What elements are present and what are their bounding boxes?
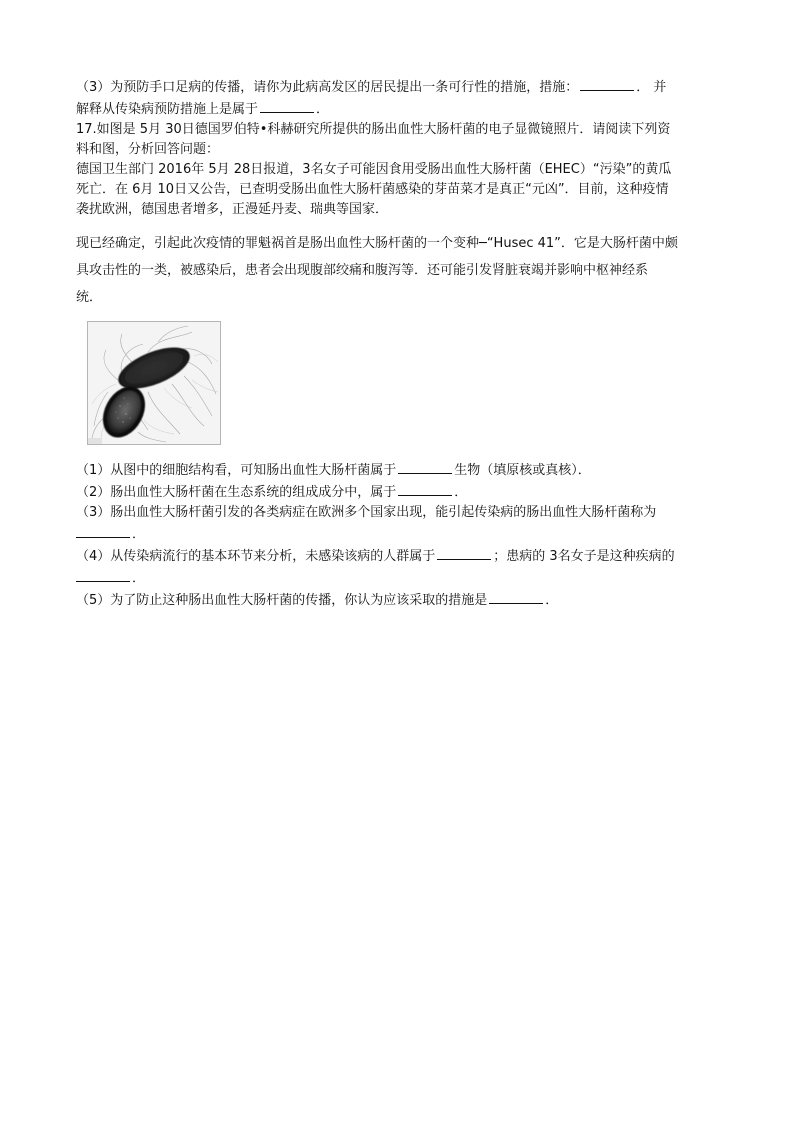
q17-sub3-line1: （3）肠出血性大肠杆菌引发的各类病症在欧洲多个国家出现，能引起传染病的肠出血性大肠杆菌称为 <box>76 505 657 520</box>
answer-blank[interactable] <box>437 545 491 560</box>
q16-sub3-text-a: （3）为预防手口足病的传播，请你为此病高发区的居民提出一条可行性的措施，措施： <box>76 80 579 95</box>
q17-sub5 <box>76 589 718 611</box>
q17-sub1-text-a: （1）从图中的细胞结构看，可知肠出血性大肠杆菌属于 <box>76 463 397 478</box>
answer-blank[interactable] <box>76 523 130 538</box>
q16-sub3-text-d: ． <box>316 102 330 117</box>
answer-blank[interactable] <box>76 567 130 582</box>
q17-sub2-text-a: （2）肠出血性大肠杆菌在生态系统的组成成分中，属于 <box>76 485 397 500</box>
q17-sub5-text-b: ． <box>545 593 559 608</box>
q17-sub5-text-a: （5）为了防止这种肠出血性大肠杆菌的传播，你认为应该采取的措施是 <box>76 593 488 608</box>
q17-sub4-text-c: ． <box>132 571 146 586</box>
q17-para1-line1: 德国卫生部门 2016年 5月 28日报道，3名女子可能因食用受肠出血性大肠杆菌（EHEC）“污染”的黄瓜 <box>76 162 672 177</box>
paragraph-gap <box>76 220 718 230</box>
q17-para2 <box>76 230 718 311</box>
q17-para2-line2: 具攻击性的一类，被感染后，患者会出现腹部绞痛和腹泻等．还可能引发肾脏衰竭并影响中枢神经系 <box>76 263 649 278</box>
q17-sub3-line2 <box>76 523 718 545</box>
answer-blank[interactable] <box>489 589 543 604</box>
q17-para1-line3: 袭扰欧洲，德国患者增多，正漫延丹麦、瑞典等国家． <box>76 202 389 217</box>
q17-sub2 <box>76 481 718 503</box>
document-content <box>76 76 718 611</box>
q17-sub1 <box>76 459 718 481</box>
q17-sub4-line2 <box>76 567 718 589</box>
q17-para2-line3: 统． <box>76 290 103 305</box>
q16-sub3-line2 <box>76 98 718 120</box>
q17-sub1-text-b: 生物（填原核或真核）． <box>454 463 591 478</box>
q17-sub4-line1 <box>76 545 718 567</box>
answer-blank[interactable] <box>398 481 452 496</box>
bacteria-micrograph-image <box>88 322 220 444</box>
q17-para1-line2: 死亡．在 6月 10日又公告，已查明受肠出血性大肠杆菌感染的芽苗菜才是真正“元凶”．目前，这种疫情 <box>76 182 669 197</box>
bacteria-micrograph <box>87 321 221 445</box>
q17-subquestions <box>76 459 718 611</box>
q17-para2-line1: 现已经确定，引起此次疫情的罪魁祸首是肠出血性大肠杆菌的一个变种─“Husec 41”．它是大肠杆菌中颇 <box>76 236 678 251</box>
answer-blank[interactable] <box>398 459 452 474</box>
answer-blank[interactable] <box>580 76 634 91</box>
q17-intro-line1: 17.如图是 5月 30日德国罗伯特•科赫研究所提供的肠出血性大肠杆菌的电子显微镜照片．请阅读下列资 <box>76 122 671 137</box>
q16-sub3-text-b: ． 并 <box>636 80 667 95</box>
q17-sub3-text-b: ． <box>132 527 146 542</box>
q17-sub4-text-b: ；患病的 3名女子是这种疾病的 <box>493 549 675 564</box>
q16-sub3-line1 <box>76 76 718 98</box>
q17-intro-line2: 料和图，分析回答问题： <box>76 142 220 157</box>
q17-sub2-text-b: ． <box>454 485 468 500</box>
q17-sub4-text-a: （4）从传染病流行的基本环节来分析，未感染该病的人群属于 <box>76 549 436 564</box>
q16-sub3-text-c: 解释从传染病预防措施上是属于 <box>76 102 259 117</box>
answer-blank[interactable] <box>260 98 314 113</box>
